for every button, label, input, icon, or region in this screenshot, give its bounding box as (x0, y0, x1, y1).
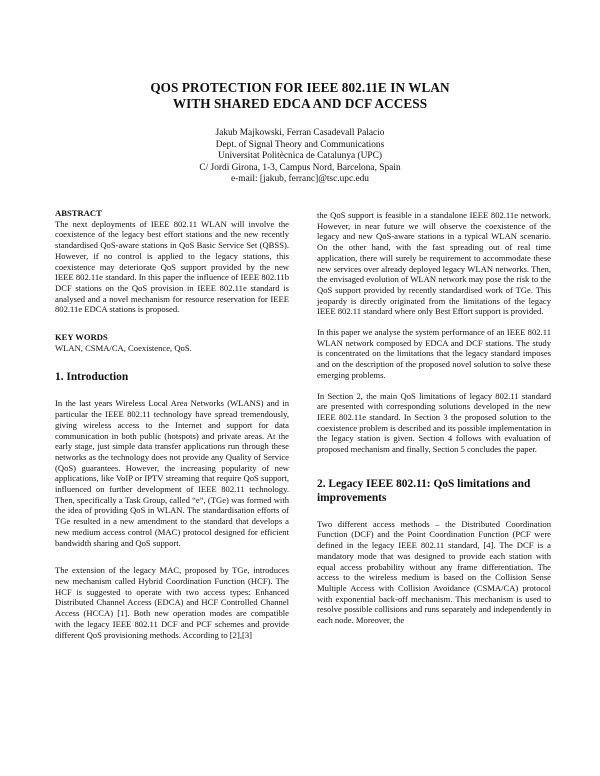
title-line-1: QOS PROTECTION FOR IEEE 802.11E IN WLAN (150, 80, 450, 95)
section-2-heading: 2. Legacy IEEE 802.11: QoS limitations and improvements (317, 477, 531, 504)
author-block (60, 128, 540, 186)
abstract-text: The next deployments of IEEE 802.11 WLAN will involve the coexistence of the legacy best effort stations and the new recently standardised QoS-aware stations in QoS Basic Service Set (QBSS). However, if no control is applied to the legacy stations, this coexistence may deteriorate QoS support provided by the new IEEE 802.11e standard. In this paper the influence of IEEE 802.11b DCF stations on the QoS provision in IEEE 802.11e standard is analysed and a novel mechanism for resource reservation for IEEE 802.11e EDCA stations is proposed. (55, 218, 289, 315)
author-names: Jakub Majkowski, Ferran Casadevall Palacio (215, 128, 385, 138)
keywords-text: WLAN, CSMA/CA, Coexistence, QoS. (55, 342, 192, 353)
title-line-2: WITH SHARED EDCA AND DCF ACCESS (172, 96, 428, 111)
left-column (55, 208, 289, 650)
section-1-heading: 1. Introduction (55, 371, 129, 384)
section-1-paragraph-2: The extension of the legacy MAC, proposed by TGe, introduces new mechanism called Hybrid Coordination Function (HCF). The HCF is suggested to operate with two access types: Enhanced Distributed Channel Access (EDCA) and HCF Controlled Channel Access (HCCA) [1]. Both new operation modes are compatible with the legacy IEEE 802.11 DCF and PCF schemes and provide different QoS provisioning methods. According to [2],[3] (55, 565, 289, 640)
section-2-paragraph-1: Two different access methods – the Distributed Coordination Function (DCF) and the Point Coordination Function (PCF were defined in the legacy IEEE 802.11 standard, [4]. The DCF is a mandatory mode that was designed to provide each station with equal access probability without any frame differentiation. The access to the wireless medium is based on the Collision Sense Multiple Access with Collision Avoidance (CSMA/CA) protocol with exponential back-off mechanism. This mechanism is used to resolve possible collisions and runs separately and independently in each node. Moreover, the (317, 518, 551, 626)
right-column (317, 210, 551, 636)
section-1-paragraph-1: In the last years Wireless Local Area Networks (WLANS) and in particular the IEEE 802.11 technology have spread tremendously, giving wireless access to the Internet and support for data communication in both public (hotspots) and private areas. At the early stage, just simple data transfer applications run through these networks as the technology does not provide any Quality of Service (QoS) guarantees. However, the increasing popularity of new applications, like VoIP or IPTV streaming that require QoS support, influenced on further development of IEEE 802.11 technology. Then, specifically a Task Group, called “e”, (TGe) was formed with the idea of providing QoS in WLAN. The standardisation efforts of TGe resulted in a new amendment to the standard that develops a new medium access control (MAC) protocol designed for efficient bandwidth sharing and QoS support. (55, 398, 289, 548)
author-email: e-mail: [jakub, ferranc]@tsc.upc.edu (231, 174, 369, 185)
paper-title (60, 80, 540, 112)
section-1-paragraph-5: In Section 2, the main QoS limitations of legacy 802.11 standard are presented with corresponding solutions developed in the new IEEE 802.11e standard. In Section 3 the proposed solution to the coexistence problem is described and its possible implementation in the legacy station is given. Section 4 follows with evaluation of proposed mechanism and finally, Section 5 concludes the paper. (317, 390, 551, 455)
author-department: Dept. of Signal Theory and Communications (215, 139, 385, 150)
keywords-heading: KEY WORDS (55, 332, 108, 343)
section-1-paragraph-4: In this paper we analyse the system performance of an IEEE 802.11 WLAN network composed by EDCA and DCF stations. The study is concentrated on the limitations that the legacy standard imposes and on the description of the proposed novel solution to solve these emerging problems. (317, 327, 551, 380)
section-1-paragraph-3: the QoS support is feasible in a standalone IEEE 802.11e network. However, in near future we will observe the coexistence of the legacy and new QoS-aware stations in a typical WLAN scenario. On the other hand, with the fast spreading out of real time application, there will surely be requirement to accommodate these new services over already deployed legacy WLAN networks. Then, the envisaged evolution of WLAN network may pose the risk to the QoS support provided by recently standardised work of TGe. This jeopardy is directly originated from the limitations of the legacy IEEE 802.11 standard where only Best Effort support is provided. (317, 210, 551, 317)
author-address: C/ Jordi Girona, 1-3, Campus Nord, Barcelona, Spain (199, 162, 401, 173)
author-university: Universitat Politècnica de Catalunya (UPC) (217, 151, 383, 162)
abstract-heading: ABSTRACT (55, 208, 102, 218)
